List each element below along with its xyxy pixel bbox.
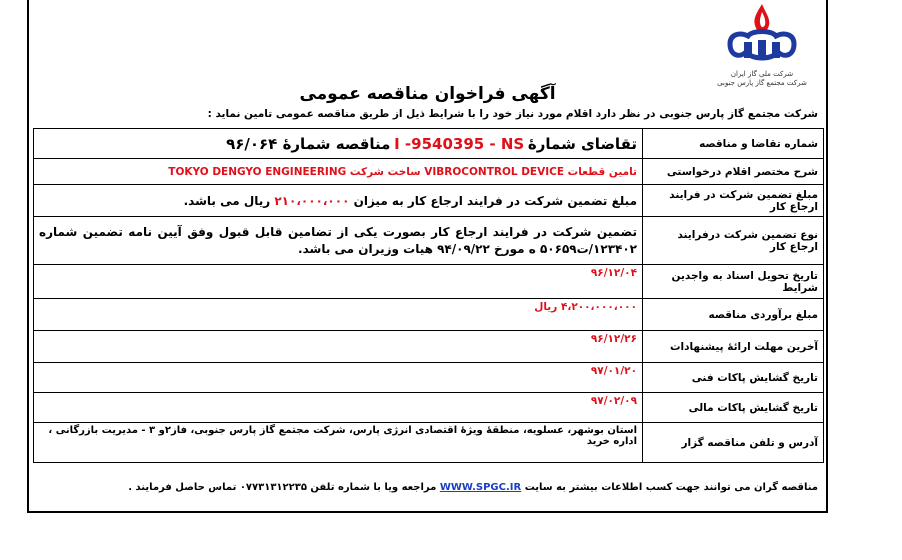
label-doc-delivery: تاریخ تحویل اسناد به واجدین شرایط (643, 265, 824, 299)
label-items: شرح مختصر اقلام درخواستی (643, 159, 824, 185)
tender-number: مناقصه شمارۀ ۹۶/۰۶۴ (226, 134, 391, 153)
value-request-number (34, 129, 643, 159)
row-deadline (34, 331, 824, 363)
row-items (34, 159, 824, 185)
value-items: تامین قطعات VIBROCONTROL DEVICE ساخت شرکت TOKYO DENGYO ENGINEERING (34, 159, 643, 185)
label-address: آدرس و تلفن مناقصه گزار (643, 423, 824, 463)
row-estimate (34, 299, 824, 331)
row-guarantee-amount (34, 185, 824, 217)
row-address (34, 423, 824, 463)
value-guarantee-amount (34, 185, 643, 217)
footer-post: مراجعه ویا با شماره تلفن ۰۷۷۳۱۳۱۲۲۳۵ تماس حاصل فرمایند . (128, 482, 437, 493)
label-fin-opening: تاریخ گشایش پاکات مالی (643, 393, 824, 423)
tender-details-table (33, 128, 824, 463)
notice-intro: شرکت مجتمع گاز پارس جنوبی در نظر دارد اقلام مورد نیاز خود را با شرایط ذیل از طریق مناقصه عمومی تامین نماید : (207, 108, 818, 120)
label-guarantee-type: نوع تضمین شرکت درفرایند ارجاع کار (643, 217, 824, 265)
guarantee-amount-post: ریال می باشد. (183, 193, 271, 208)
gas-flame-icon (720, 0, 804, 70)
guarantee-amount-number: ۲۱۰،۰۰۰،۰۰۰ (274, 193, 350, 208)
website-link[interactable]: WWW.SPGC.IR (439, 482, 522, 493)
value-address: استان بوشهر، عسلویه، منطقۀ ویژۀ اقتصادی انرژی پارس، شرکت مجتمع گاز پارس جنوبی، فاز۲و ۳ - مدیریت بازرگانی ، اداره خرید (34, 423, 643, 463)
label-estimate: مبلغ برآوردی مناقصه (643, 299, 824, 331)
footer-note (128, 482, 818, 493)
value-estimate: ۴،۲۰۰،۰۰۰،۰۰۰ ریال (34, 299, 643, 331)
footer-pre: مناقصه گران می توانند جهت کسب اطلاعات بیشتر به سایت (524, 482, 818, 493)
label-tech-opening: تاریخ گشایش پاکات فنی (643, 363, 824, 393)
label-request-number: شماره تقاضا و مناقصه (643, 129, 824, 159)
row-tech-opening (34, 363, 824, 393)
logo-caption-2: شرکت مجتمع گاز پارس جنوبی (717, 79, 807, 87)
request-prefix: تقاضای شمارۀ (527, 134, 637, 153)
row-request-number (34, 129, 824, 159)
label-deadline: آخرین مهلت ارائۀ پیشنهادات (643, 331, 824, 363)
value-tech-opening: ۹۷/۰۱/۲۰ (34, 363, 643, 393)
value-fin-opening: ۹۷/۰۲/۰۹ (34, 393, 643, 423)
tender-notice (27, 0, 828, 513)
guarantee-amount-pre: مبلغ تضمین شرکت در فرایند ارجاع کار به میزان (353, 193, 637, 208)
label-guarantee-amount: مبلغ تضمین شرکت در فرایند ارجاع کار (643, 185, 824, 217)
row-guarantee-type (34, 217, 824, 265)
row-doc-delivery (34, 265, 824, 299)
request-number: I -9540395 - NS (394, 134, 525, 153)
notice-title: آگهی فراخوان مناقصه عمومی (299, 84, 556, 104)
value-doc-delivery: ۹۶/۱۲/۰۴ (34, 265, 643, 299)
logo-caption-1: شرکت ملی گاز ایران (730, 70, 794, 78)
value-deadline: ۹۶/۱۲/۲۶ (34, 331, 643, 363)
value-guarantee-type: تضمین شرکت در فرایند ارجاع کار بصورت یکی از تضامین قابل قبول وفق آیین نامه تضمین شماره ۱۲۳۴۰۲/ت۵۰۶۵۹ ه مورخ ۹۴/۰۹/۲۲ هیات وزیران می باشد. (34, 217, 643, 265)
row-fin-opening (34, 393, 824, 423)
